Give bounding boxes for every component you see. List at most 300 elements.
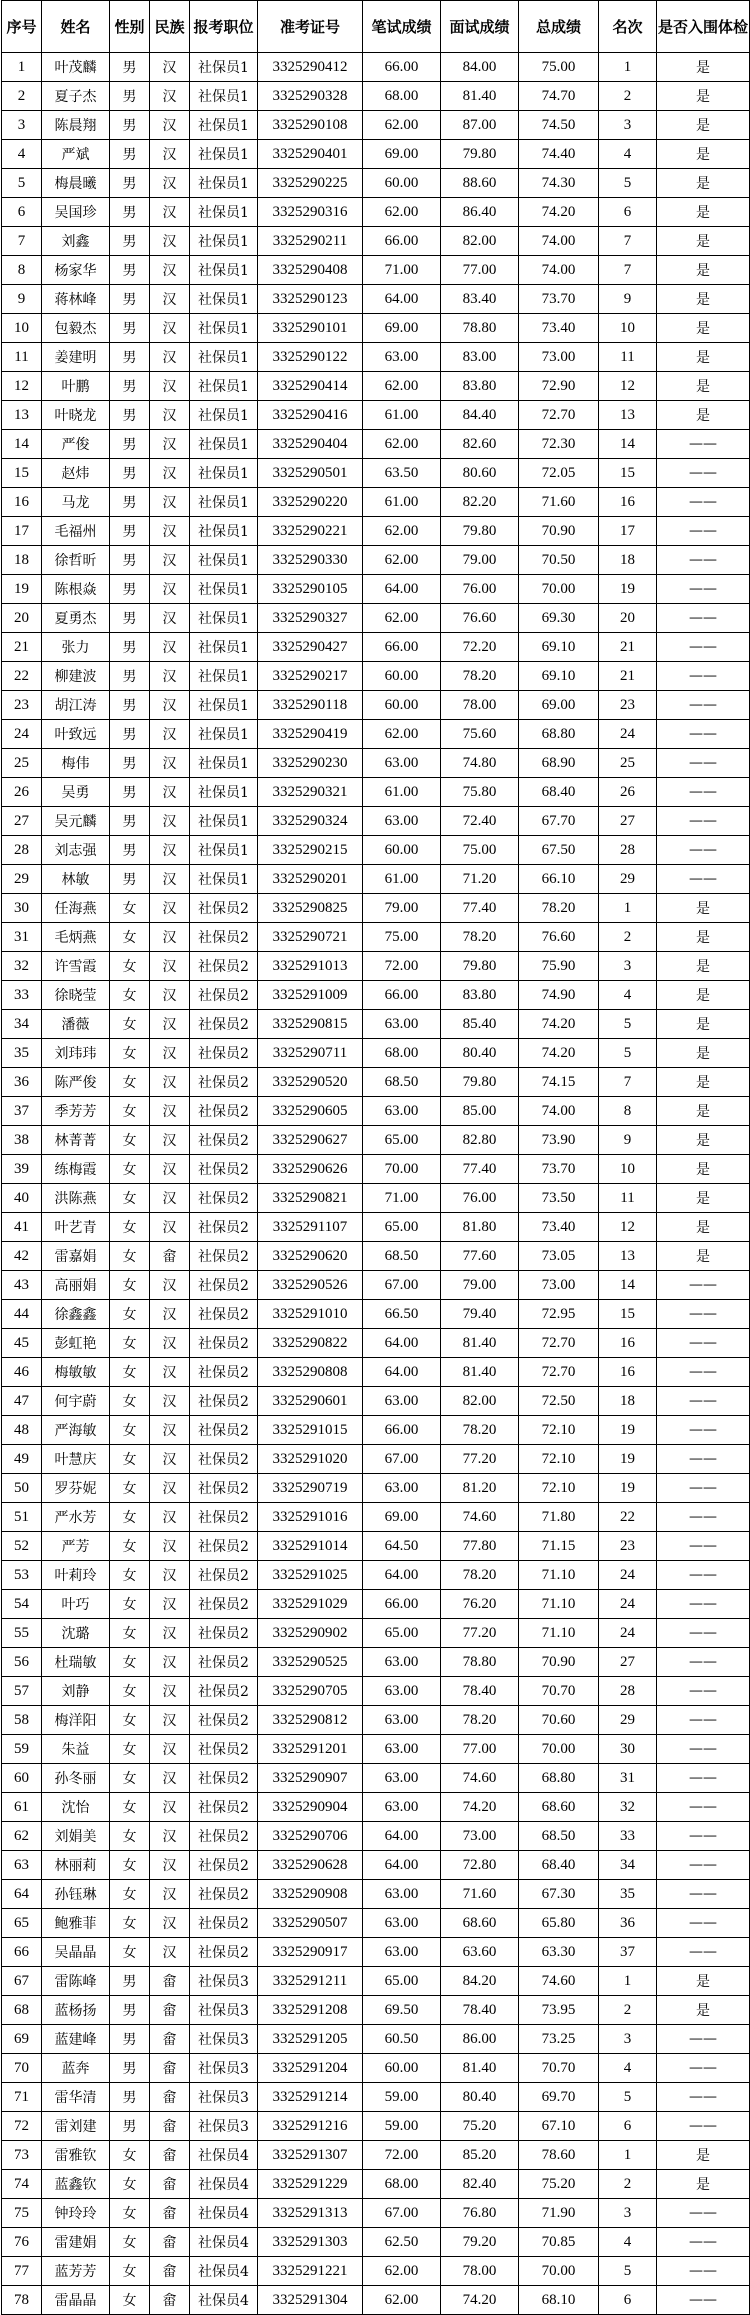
table-cell: 59.00 — [363, 2083, 441, 2112]
table-cell: 男 — [110, 865, 150, 894]
table-cell: 61.00 — [363, 865, 441, 894]
table-cell: —— — [657, 1706, 750, 1735]
table-cell: 3325291015 — [258, 1416, 363, 1445]
table-cell: 5 — [599, 2083, 657, 2112]
table-cell: 社保员3 — [190, 2025, 258, 2054]
table-row — [2, 1039, 750, 1068]
table-cell: 是 — [657, 401, 750, 430]
table-cell: 女 — [110, 981, 150, 1010]
table-cell: 社保员1 — [190, 140, 258, 169]
table-cell: 社保员1 — [190, 836, 258, 865]
table-cell: 畲 — [150, 2083, 190, 2112]
table-cell: 3325290520 — [258, 1068, 363, 1097]
table-cell: 81.80 — [441, 1213, 519, 1242]
table-cell: 74.15 — [519, 1068, 599, 1097]
table-cell: 社保员1 — [190, 82, 258, 111]
table-cell: 男 — [110, 459, 150, 488]
table-row — [2, 1300, 750, 1329]
header-cell: 总成绩 — [519, 1, 599, 53]
table-cell: 64.00 — [363, 1851, 441, 1880]
table-cell: 63.00 — [363, 1474, 441, 1503]
table-cell: 汉 — [150, 1300, 190, 1329]
table-cell: 62.00 — [363, 198, 441, 227]
table-cell: 蒋林峰 — [42, 285, 110, 314]
table-cell: —— — [657, 720, 750, 749]
table-cell: 63.00 — [363, 1909, 441, 1938]
table-cell: 3325291204 — [258, 2054, 363, 2083]
table-cell: 78.80 — [441, 1648, 519, 1677]
table-cell: —— — [657, 2228, 750, 2257]
table-cell: 畲 — [150, 2199, 190, 2228]
table-cell: 徐哲昕 — [42, 546, 110, 575]
table-cell: 71.10 — [519, 1619, 599, 1648]
table-cell: 80.40 — [441, 1039, 519, 1068]
header-cell: 是否入围体检 — [657, 1, 750, 53]
table-cell: 社保员1 — [190, 604, 258, 633]
table-cell: 社保员2 — [190, 1619, 258, 1648]
table-cell: 3325290908 — [258, 1880, 363, 1909]
table-cell: —— — [657, 1358, 750, 1387]
table-cell: 是 — [657, 169, 750, 198]
table-cell: 罗芬妮 — [42, 1474, 110, 1503]
table-cell: 66.10 — [519, 865, 599, 894]
table-cell: 蓝芳芳 — [42, 2257, 110, 2286]
table-row — [2, 894, 750, 923]
table-cell: 14 — [599, 1271, 657, 1300]
table-cell: 79.80 — [441, 1068, 519, 1097]
table-cell: 76.00 — [441, 575, 519, 604]
table-row — [2, 1822, 750, 1851]
table-cell: 畲 — [150, 2170, 190, 2199]
table-cell: 24 — [599, 1619, 657, 1648]
table-cell: —— — [657, 2025, 750, 2054]
table-cell: 21 — [2, 633, 42, 662]
table-cell: 男 — [110, 807, 150, 836]
table-cell: 社保员1 — [190, 256, 258, 285]
table-cell: 社保员3 — [190, 2112, 258, 2141]
table-cell: 70.70 — [519, 2054, 599, 2083]
table-cell: —— — [657, 807, 750, 836]
table-cell: 徐鑫鑫 — [42, 1300, 110, 1329]
table-cell: 74 — [2, 2170, 42, 2199]
table-cell: 35 — [599, 1880, 657, 1909]
table-row — [2, 1938, 750, 1967]
table-cell: 雷晶晶 — [42, 2286, 110, 2315]
table-cell: 汉 — [150, 459, 190, 488]
table-cell: —— — [657, 2112, 750, 2141]
table-cell: 男 — [110, 82, 150, 111]
table-cell: 马龙 — [42, 488, 110, 517]
table-cell: 62.00 — [363, 430, 441, 459]
table-cell: 7 — [599, 227, 657, 256]
table-cell: 72.10 — [519, 1474, 599, 1503]
table-cell: 3325290825 — [258, 894, 363, 923]
table-cell: 是 — [657, 952, 750, 981]
table-cell: 71.00 — [363, 256, 441, 285]
table-cell: 85.20 — [441, 2141, 519, 2170]
table-row — [2, 1648, 750, 1677]
table-cell: 3325290122 — [258, 343, 363, 372]
table-cell: 42 — [2, 1242, 42, 1271]
table-cell: 汉 — [150, 894, 190, 923]
table-cell: 23 — [599, 691, 657, 720]
table-cell: 3325290627 — [258, 1126, 363, 1155]
table-cell: 5 — [599, 169, 657, 198]
table-cell: 汉 — [150, 1039, 190, 1068]
table-cell: 61 — [2, 1793, 42, 1822]
table-cell: 72.70 — [519, 401, 599, 430]
table-cell: 83.80 — [441, 981, 519, 1010]
table-cell: 3325291029 — [258, 1590, 363, 1619]
table-cell: 3325290123 — [258, 285, 363, 314]
table-cell: 63.00 — [363, 1735, 441, 1764]
table-cell: 72.10 — [519, 1445, 599, 1474]
table-cell: 63.00 — [363, 1793, 441, 1822]
table-cell: 24 — [599, 1590, 657, 1619]
table-row — [2, 1416, 750, 1445]
table-cell: 汉 — [150, 1068, 190, 1097]
table-cell: 65.00 — [363, 1213, 441, 1242]
table-cell: 63.00 — [363, 1764, 441, 1793]
table-cell: 汉 — [150, 575, 190, 604]
table-cell: 汉 — [150, 1648, 190, 1677]
table-cell: —— — [657, 575, 750, 604]
table-cell: 是 — [657, 1967, 750, 1996]
table-cell: 16 — [599, 1358, 657, 1387]
table-row — [2, 865, 750, 894]
table-cell: 汉 — [150, 140, 190, 169]
table-cell: 社保员1 — [190, 53, 258, 82]
table-cell: 3325291010 — [258, 1300, 363, 1329]
table-cell: 12 — [599, 372, 657, 401]
table-cell: 37 — [599, 1938, 657, 1967]
table-cell: 72.00 — [363, 2141, 441, 2170]
table-cell: 是 — [657, 1184, 750, 1213]
table-cell: 女 — [110, 1068, 150, 1097]
table-cell: 汉 — [150, 169, 190, 198]
table-cell: 3325291214 — [258, 2083, 363, 2112]
table-cell: 10 — [599, 1155, 657, 1184]
table-cell: 72.95 — [519, 1300, 599, 1329]
table-cell: 72.70 — [519, 1358, 599, 1387]
table-cell: 叶慧庆 — [42, 1445, 110, 1474]
table-row — [2, 691, 750, 720]
table-cell: 60 — [2, 1764, 42, 1793]
table-cell: 3325290917 — [258, 1938, 363, 1967]
table-cell: 78.20 — [441, 923, 519, 952]
table-cell: 是 — [657, 314, 750, 343]
table-cell: 女 — [110, 1938, 150, 1967]
table-cell: 32 — [2, 952, 42, 981]
table-cell: 72.90 — [519, 372, 599, 401]
table-cell: 3 — [599, 2199, 657, 2228]
table-cell: 78 — [2, 2286, 42, 2315]
table-cell: 汉 — [150, 285, 190, 314]
table-cell: 男 — [110, 633, 150, 662]
table-cell: 73.40 — [519, 1213, 599, 1242]
table-cell: 19 — [599, 575, 657, 604]
table-cell: 7 — [599, 256, 657, 285]
table-cell: 3325290225 — [258, 169, 363, 198]
table-cell: 62.00 — [363, 2257, 441, 2286]
table-cell: 72.80 — [441, 1851, 519, 1880]
table-cell: 69.00 — [363, 1503, 441, 1532]
table-cell: 2 — [599, 2170, 657, 2199]
table-row — [2, 1677, 750, 1706]
table-cell: 28 — [599, 836, 657, 865]
table-cell: 3 — [599, 952, 657, 981]
table-cell: 吴国珍 — [42, 198, 110, 227]
table-cell: 74.90 — [519, 981, 599, 1010]
table-cell: 71.10 — [519, 1590, 599, 1619]
table-cell: 雷陈峰 — [42, 1967, 110, 1996]
table-cell: 68.60 — [441, 1909, 519, 1938]
table-cell: 3325290324 — [258, 807, 363, 836]
table-cell: 69.70 — [519, 2083, 599, 2112]
table-cell: 汉 — [150, 1155, 190, 1184]
table-cell: 61.00 — [363, 778, 441, 807]
table-cell: 26 — [2, 778, 42, 807]
table-cell: 汉 — [150, 1793, 190, 1822]
table-cell: 女 — [110, 952, 150, 981]
table-cell: 汉 — [150, 836, 190, 865]
table-cell: 15 — [2, 459, 42, 488]
table-cell: 9 — [599, 1126, 657, 1155]
table-cell: 包毅杰 — [42, 314, 110, 343]
table-cell: 64.00 — [363, 1822, 441, 1851]
table-row — [2, 1068, 750, 1097]
table-cell: 68.80 — [519, 1764, 599, 1793]
table-cell: 社保员2 — [190, 1648, 258, 1677]
table-cell: 3325291013 — [258, 952, 363, 981]
table-cell: 女 — [110, 1822, 150, 1851]
table-cell: 毛炳燕 — [42, 923, 110, 952]
table-cell: 59.00 — [363, 2112, 441, 2141]
table-cell: 杨家华 — [42, 256, 110, 285]
table-cell: 女 — [110, 1416, 150, 1445]
table-cell: —— — [657, 1764, 750, 1793]
table-cell: 78.40 — [441, 1677, 519, 1706]
table-cell: 79.20 — [441, 2228, 519, 2257]
table-cell: 64.00 — [363, 575, 441, 604]
table-cell: 2 — [2, 82, 42, 111]
table-cell: 68.50 — [363, 1068, 441, 1097]
table-cell: 男 — [110, 1967, 150, 1996]
table-cell: 70.60 — [519, 1706, 599, 1735]
table-cell: 59 — [2, 1735, 42, 1764]
table-cell: 雷建娟 — [42, 2228, 110, 2257]
table-cell: 78.20 — [441, 662, 519, 691]
table-cell: 社保员1 — [190, 198, 258, 227]
table-cell: 男 — [110, 169, 150, 198]
table-cell: 65.80 — [519, 1909, 599, 1938]
table-cell: 女 — [110, 1735, 150, 1764]
table-cell: 汉 — [150, 633, 190, 662]
table-cell: 28 — [2, 836, 42, 865]
table-cell: 3325291313 — [258, 2199, 363, 2228]
table-cell: 张力 — [42, 633, 110, 662]
table-cell: 16 — [2, 488, 42, 517]
table-cell: 3325291307 — [258, 2141, 363, 2170]
table-cell: 62.50 — [363, 2228, 441, 2257]
table-cell: 12 — [2, 372, 42, 401]
header-row — [2, 1, 750, 53]
table-cell: 30 — [599, 1735, 657, 1764]
table-cell: 4 — [599, 140, 657, 169]
table-cell: —— — [657, 1909, 750, 1938]
table-cell: —— — [657, 1503, 750, 1532]
header-cell: 笔试成绩 — [363, 1, 441, 53]
table-cell: 女 — [110, 1909, 150, 1938]
table-cell: 10 — [2, 314, 42, 343]
table-cell: 67.00 — [363, 2199, 441, 2228]
table-cell: 69 — [2, 2025, 42, 2054]
table-cell: 男 — [110, 1996, 150, 2025]
table-cell: 28 — [599, 1677, 657, 1706]
table-cell: 38 — [2, 1126, 42, 1155]
table-cell: 3325290902 — [258, 1619, 363, 1648]
table-cell: 雷华清 — [42, 2083, 110, 2112]
table-cell: 汉 — [150, 1677, 190, 1706]
table-row — [2, 2141, 750, 2170]
table-cell: 社保员1 — [190, 169, 258, 198]
table-cell: 社保员3 — [190, 2054, 258, 2083]
table-body — [2, 53, 750, 2315]
table-cell: 男 — [110, 401, 150, 430]
table-cell: 社保员1 — [190, 662, 258, 691]
table-cell: 女 — [110, 1213, 150, 1242]
table-cell: 陈严俊 — [42, 1068, 110, 1097]
table-cell: 是 — [657, 285, 750, 314]
table-cell: 36 — [2, 1068, 42, 1097]
table-cell: 63.00 — [363, 1706, 441, 1735]
table-cell: 78.60 — [519, 2141, 599, 2170]
table-cell: 女 — [110, 2199, 150, 2228]
table-cell: 78.20 — [441, 1706, 519, 1735]
table-cell: 社保员2 — [190, 1155, 258, 1184]
table-cell: 12 — [599, 1213, 657, 1242]
table-cell: —— — [657, 1880, 750, 1909]
table-cell: 77.60 — [441, 1242, 519, 1271]
table-cell: 64.00 — [363, 1358, 441, 1387]
table-cell: 31 — [599, 1764, 657, 1793]
table-cell: 刘玮玮 — [42, 1039, 110, 1068]
table-cell: 是 — [657, 2170, 750, 2199]
table-cell: 沈璐 — [42, 1619, 110, 1648]
table-cell: 3325290808 — [258, 1358, 363, 1387]
table-cell: 3325291201 — [258, 1735, 363, 1764]
table-row — [2, 227, 750, 256]
table-cell: 53 — [2, 1561, 42, 1590]
table-cell: 男 — [110, 604, 150, 633]
table-cell: 汉 — [150, 691, 190, 720]
table-cell: 3325290118 — [258, 691, 363, 720]
table-cell: 女 — [110, 1097, 150, 1126]
table-cell: 19 — [599, 1474, 657, 1503]
table-row — [2, 169, 750, 198]
table-cell: 68.60 — [519, 1793, 599, 1822]
table-cell: 67 — [2, 1967, 42, 1996]
table-cell: 76.00 — [441, 1184, 519, 1213]
table-cell: 70 — [2, 2054, 42, 2083]
table-cell: 30 — [2, 894, 42, 923]
table-row — [2, 2170, 750, 2199]
table-cell: 3325290321 — [258, 778, 363, 807]
table-cell: 70.90 — [519, 1648, 599, 1677]
table-cell: 71 — [2, 2083, 42, 2112]
table-cell: 3325290221 — [258, 517, 363, 546]
table-cell: 3325291205 — [258, 2025, 363, 2054]
table-cell: 57 — [2, 1677, 42, 1706]
table-cell: —— — [657, 2286, 750, 2315]
table-cell: 19 — [599, 1445, 657, 1474]
table-cell: 18 — [2, 546, 42, 575]
table-cell: 73.70 — [519, 1155, 599, 1184]
table-cell: 社保员4 — [190, 2170, 258, 2199]
table-cell: 吴晶晶 — [42, 1938, 110, 1967]
table-cell: —— — [657, 1387, 750, 1416]
table-cell: —— — [657, 1445, 750, 1474]
table-cell: 叶晓龙 — [42, 401, 110, 430]
table-cell: 67.70 — [519, 807, 599, 836]
table-cell: 64 — [2, 1880, 42, 1909]
table-cell: 24 — [599, 720, 657, 749]
table-cell: 46 — [2, 1358, 42, 1387]
table-cell: 14 — [2, 430, 42, 459]
table-cell: 汉 — [150, 1126, 190, 1155]
table-cell: 65.00 — [363, 1619, 441, 1648]
table-cell: 女 — [110, 1764, 150, 1793]
table-cell: 杜瑞敏 — [42, 1648, 110, 1677]
table-cell: 畲 — [150, 2286, 190, 2315]
table-cell: 70.00 — [363, 1155, 441, 1184]
table-cell: 81.40 — [441, 2054, 519, 2083]
table-cell: —— — [657, 865, 750, 894]
table-cell: 社保员1 — [190, 430, 258, 459]
table-cell: 47 — [2, 1387, 42, 1416]
table-cell: 汉 — [150, 604, 190, 633]
header-cell: 准考证号 — [258, 1, 363, 53]
table-cell: 社保员1 — [190, 865, 258, 894]
table-cell: 3325290404 — [258, 430, 363, 459]
table-cell: 严芳 — [42, 1532, 110, 1561]
table-cell: 男 — [110, 372, 150, 401]
table-cell: 72.20 — [441, 633, 519, 662]
table-cell: 畲 — [150, 2025, 190, 2054]
table-cell: 66.00 — [363, 633, 441, 662]
table-row — [2, 2228, 750, 2257]
table-cell: 汉 — [150, 1909, 190, 1938]
table-cell: 社保员4 — [190, 2286, 258, 2315]
table-cell: 女 — [110, 1677, 150, 1706]
table-cell: 63.00 — [363, 807, 441, 836]
table-cell: 3325291009 — [258, 981, 363, 1010]
table-cell: 3325290812 — [258, 1706, 363, 1735]
table-cell: 48 — [2, 1416, 42, 1445]
table-cell: 19 — [599, 1416, 657, 1445]
table-cell: 54 — [2, 1590, 42, 1619]
table-cell: 78.20 — [441, 1416, 519, 1445]
table-row — [2, 1532, 750, 1561]
table-row — [2, 1996, 750, 2025]
table-cell: 62.00 — [363, 546, 441, 575]
table-cell: 3325290105 — [258, 575, 363, 604]
table-cell: 女 — [110, 1793, 150, 1822]
table-cell: 男 — [110, 488, 150, 517]
table-row — [2, 1880, 750, 1909]
table-cell: 刘志强 — [42, 836, 110, 865]
table-cell: 男 — [110, 2025, 150, 2054]
